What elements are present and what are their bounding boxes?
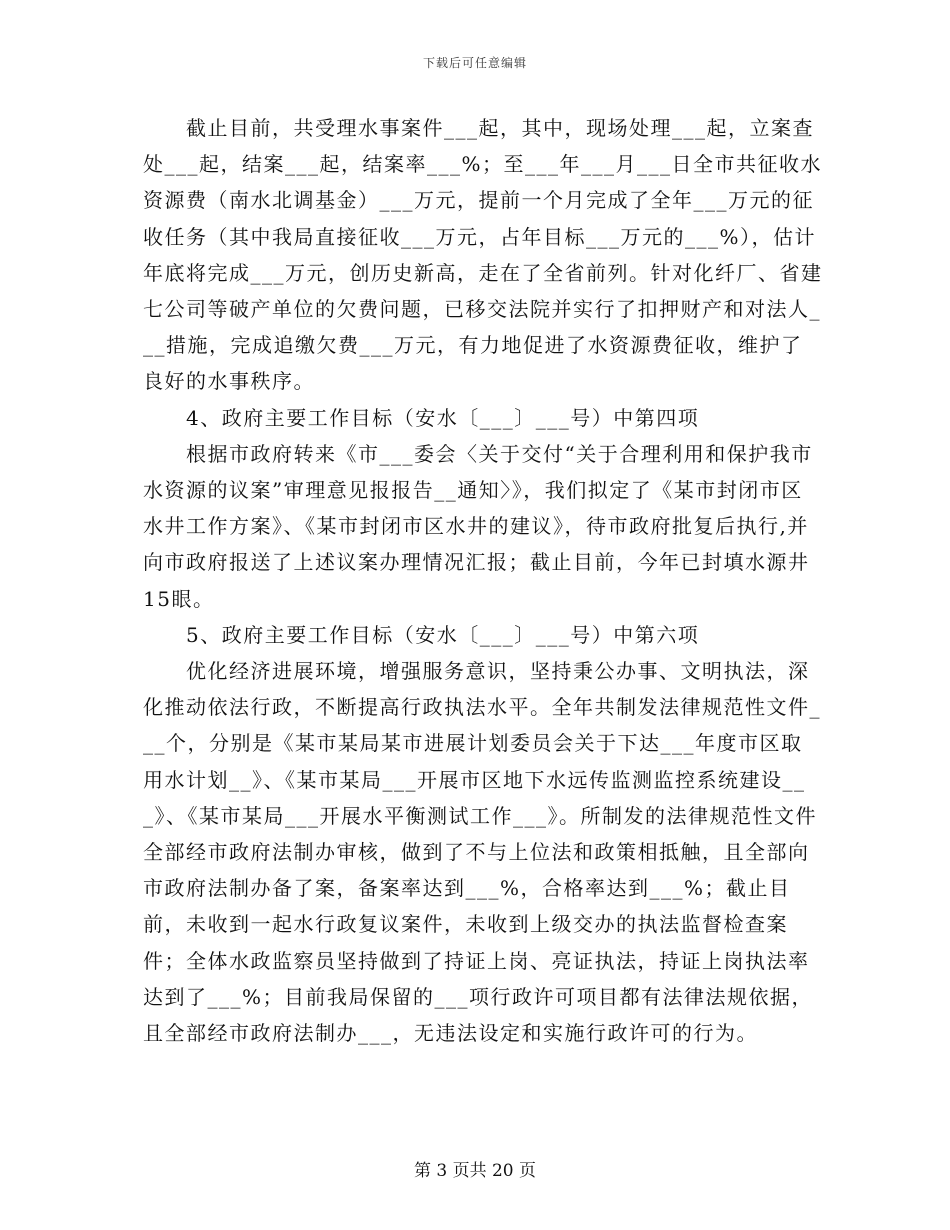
paragraph-case-statistics: 截止目前，共受理水事案件___起，其中，现场处理___起，立案查处___起，结案___起，结案率___%；至___年___月___日全市共征收水资源费（南水北调基金）___万元，提前一个月完成了全年___万元的征收任务（其中我局直接征收___万元，占年目标___万元的___%），估计年底将完成___万元，创历史新高，走在了全省前列。针对化纤厂、省建七公司等破产单位的欠费问题，已移交法院并实行了扣押财产和对法人___措施，完成追缴欠费___万元，有力地促进了水资源费征收，维护了良好的水事秩序。 [143,116,823,394]
section-heading-item-5: 5、政府主要工作目标（安水〔___〕___号）中第六项 [186,622,700,647]
document-body [143,110,823,1051]
page-header-note: 下载后可任意编辑 [422,56,527,70]
paragraph-law-enforcement: 优化经济进展环境，增强服务意识，坚持秉公办事、文明执法，深化推动依法行政，不断提高行政执法水平。全年共制发法律规范性文件___个，分别是《某市某局某市进展计划委员会关于下达___年度市区取用水计划__》、《某市某局___开展市区地下水远传监测监控系统建设___》、《某市某局___开展水平衡测试工作___》。所制发的法律规范性文件全部经市政府法制办审核，做到了不与上位法和政策相抵触，且全部向市政府法制办备了案，备案率达到___%，合格率达到___%；截止目前，未收到一起水行政复议案件，未收到上级交办的执法监督检查案件；全体水政监察员坚持做到了持证上岗、亮证执法，持证上岗执法率达到了___%；目前我局保留的___项行政许可项目都有法律法规依据，且全部经市政府法制办___，无违法设定和实施行政许可的行为。 [143,659,821,1046]
page-number-footer: 第 3 页共 20 页 [413,1161,537,1181]
paragraph-well-closure: 根据市政府转来《市___委会〈关于交付“关于合理利用和保护我市水资源的议案”审理意见报报告__通知〉》，我们拟定了《某市封闭市区水井工作方案》、《某市封闭市区水井的建议》，待市政府批复后执行,并向市政府报送了上述议案办理情况汇报；截止目前，今年已封填水源井15眼。 [143,441,813,611]
section-heading-item-4: 4、政府主要工作目标（安水〔___〕___号）中第四项 [186,405,700,430]
